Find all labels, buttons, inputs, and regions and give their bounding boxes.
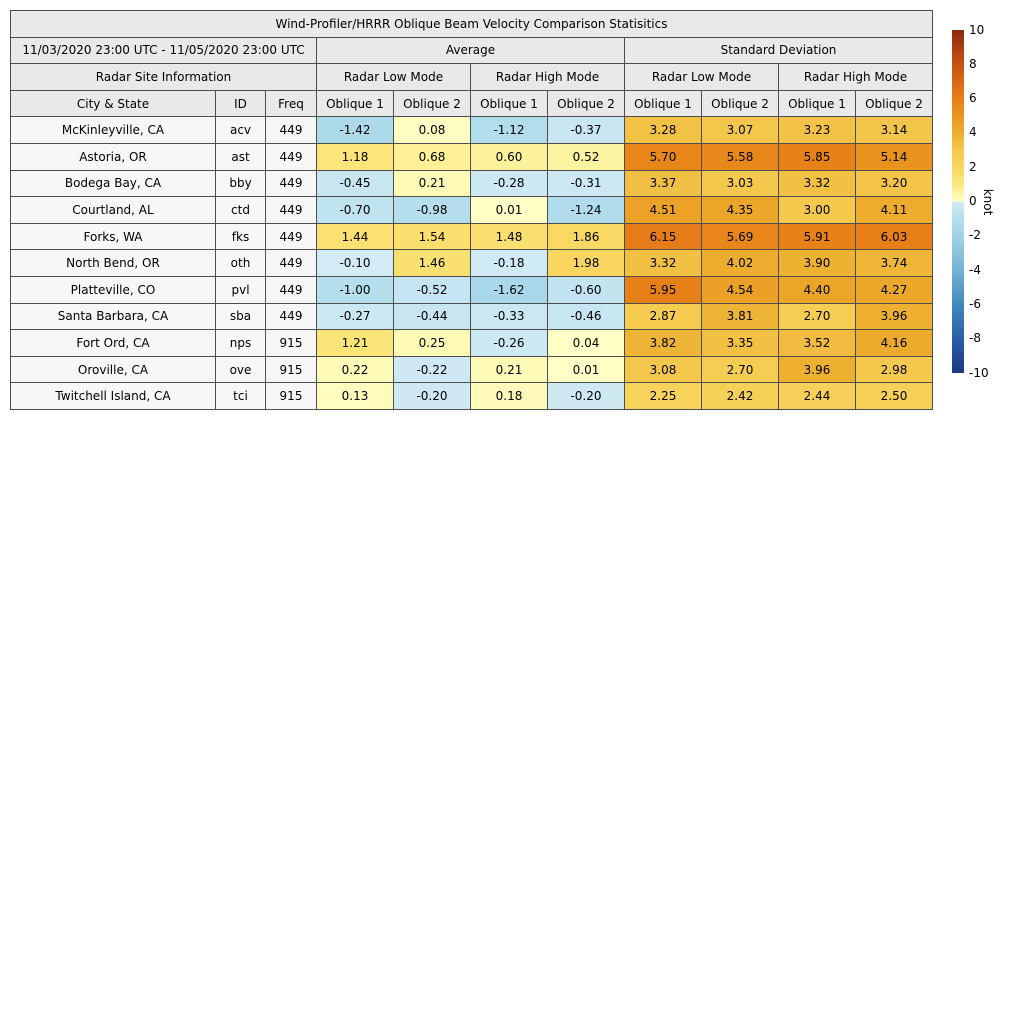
freq-cell: 449 <box>266 223 317 250</box>
value-cell: 0.60 <box>471 143 548 170</box>
city-cell: Forks, WA <box>11 223 216 250</box>
mode-header-avg-low: Radar Low Mode <box>317 64 471 91</box>
value-cell: 0.68 <box>394 143 471 170</box>
colorbar-tick-label: -8 <box>969 331 981 346</box>
id-cell: pvl <box>216 276 266 303</box>
value-cell: 5.95 <box>625 276 702 303</box>
value-cell: 3.00 <box>779 197 856 224</box>
value-cell: -0.33 <box>471 303 548 330</box>
id-cell: ast <box>216 143 266 170</box>
colorbar <box>952 30 964 373</box>
value-cell: 3.82 <box>625 330 702 357</box>
id-cell: tci <box>216 383 266 410</box>
colorbar-tick-label: 4 <box>969 125 977 140</box>
col-header-oblique: Oblique 1 <box>317 90 394 117</box>
value-cell: -0.22 <box>394 356 471 383</box>
value-cell: 0.18 <box>471 383 548 410</box>
value-cell: -0.45 <box>317 170 394 197</box>
freq-cell: 915 <box>266 330 317 357</box>
value-cell: -0.60 <box>548 276 625 303</box>
table-row <box>11 330 933 357</box>
value-cell: 2.70 <box>779 303 856 330</box>
value-cell: -0.44 <box>394 303 471 330</box>
value-cell: 1.48 <box>471 223 548 250</box>
colorbar-tick-label: 0 <box>969 194 977 208</box>
value-cell: 2.87 <box>625 303 702 330</box>
value-cell: 2.98 <box>856 356 933 383</box>
value-cell: -0.31 <box>548 170 625 197</box>
id-cell: nps <box>216 330 266 357</box>
freq-cell: 915 <box>266 356 317 383</box>
city-cell: Oroville, CA <box>11 356 216 383</box>
value-cell: 4.02 <box>702 250 779 277</box>
freq-cell: 449 <box>266 276 317 303</box>
value-cell: 3.81 <box>702 303 779 330</box>
value-cell: 3.23 <box>779 117 856 144</box>
table-row <box>11 170 933 197</box>
mode-header-std-low: Radar Low Mode <box>625 64 779 91</box>
value-cell: 3.74 <box>856 250 933 277</box>
value-cell: 3.32 <box>779 170 856 197</box>
col-header-oblique: Oblique 2 <box>856 90 933 117</box>
value-cell: 1.54 <box>394 223 471 250</box>
value-cell: 1.46 <box>394 250 471 277</box>
value-cell: 3.14 <box>856 117 933 144</box>
value-cell: 4.27 <box>856 276 933 303</box>
value-cell: 2.50 <box>856 383 933 410</box>
group-header-average: Average <box>317 37 625 64</box>
value-cell: 4.11 <box>856 197 933 224</box>
col-header-oblique: Oblique 1 <box>779 90 856 117</box>
colorbar-tick-label: 10 <box>969 22 985 37</box>
chart-title: Wind-Profiler/HRRR Oblique Beam Velocity Comparison Statisitics <box>11 11 933 38</box>
city-cell: North Bend, OR <box>11 250 216 277</box>
value-cell: 3.90 <box>779 250 856 277</box>
value-cell: 0.08 <box>394 117 471 144</box>
col-header-oblique: Oblique 1 <box>471 90 548 117</box>
freq-cell: 449 <box>266 197 317 224</box>
table-row <box>11 303 933 330</box>
value-cell: 0.01 <box>471 197 548 224</box>
value-cell: -0.28 <box>471 170 548 197</box>
value-cell: 0.13 <box>317 383 394 410</box>
colorbar-tick-label: -10 <box>969 365 989 380</box>
id-cell: sba <box>216 303 266 330</box>
freq-cell: 449 <box>266 143 317 170</box>
col-header-oblique: Oblique 2 <box>394 90 471 117</box>
value-cell: 0.21 <box>471 356 548 383</box>
group-header-std: Standard Deviation <box>625 37 933 64</box>
value-cell: -0.18 <box>471 250 548 277</box>
value-cell: -1.42 <box>317 117 394 144</box>
value-cell: 5.69 <box>702 223 779 250</box>
freq-cell: 449 <box>266 117 317 144</box>
colorbar-tick-label: 2 <box>969 159 977 174</box>
id-cell: fks <box>216 223 266 250</box>
colorbar-tick-label: -6 <box>969 296 981 311</box>
value-cell: 1.21 <box>317 330 394 357</box>
value-cell: 3.08 <box>625 356 702 383</box>
city-cell: Santa Barbara, CA <box>11 303 216 330</box>
value-cell: -0.20 <box>548 383 625 410</box>
freq-cell: 449 <box>266 250 317 277</box>
city-cell: Platteville, CO <box>11 276 216 303</box>
table-row <box>11 383 933 410</box>
value-cell: 5.85 <box>779 143 856 170</box>
value-cell: 1.44 <box>317 223 394 250</box>
value-cell: -0.26 <box>471 330 548 357</box>
value-cell: 4.54 <box>702 276 779 303</box>
value-cell: 3.52 <box>779 330 856 357</box>
value-cell: 3.96 <box>856 303 933 330</box>
value-cell: 6.15 <box>625 223 702 250</box>
col-header-oblique: Oblique 2 <box>702 90 779 117</box>
value-cell: -0.10 <box>317 250 394 277</box>
value-cell: 1.98 <box>548 250 625 277</box>
id-cell: ctd <box>216 197 266 224</box>
freq-cell: 449 <box>266 170 317 197</box>
colorbar-axis-label: knot <box>981 188 995 216</box>
value-cell: 0.01 <box>548 356 625 383</box>
mode-header-std-high: Radar High Mode <box>779 64 933 91</box>
value-cell: 5.70 <box>625 143 702 170</box>
city-cell: Fort Ord, CA <box>11 330 216 357</box>
colorbar-tick-label: 8 <box>969 56 977 71</box>
id-cell: bby <box>216 170 266 197</box>
value-cell: 3.07 <box>702 117 779 144</box>
id-cell: ove <box>216 356 266 383</box>
col-header-id: ID <box>216 90 266 117</box>
value-cell: 0.21 <box>394 170 471 197</box>
value-cell: -1.00 <box>317 276 394 303</box>
col-header-city: City & State <box>11 90 216 117</box>
table-row <box>11 250 933 277</box>
col-header-oblique: Oblique 1 <box>625 90 702 117</box>
colorbar-tick-label: 6 <box>969 91 977 106</box>
value-cell: -0.46 <box>548 303 625 330</box>
value-cell: 2.42 <box>702 383 779 410</box>
date-range: 11/03/2020 23:00 UTC - 11/05/2020 23:00 UTC <box>11 37 317 64</box>
value-cell: 5.14 <box>856 143 933 170</box>
value-cell: -0.70 <box>317 197 394 224</box>
group-header-row <box>11 37 933 64</box>
freq-cell: 915 <box>266 383 317 410</box>
value-cell: 6.03 <box>856 223 933 250</box>
table-row <box>11 197 933 224</box>
mode-header-row <box>11 64 933 91</box>
table-row <box>11 143 933 170</box>
table-row <box>11 223 933 250</box>
colorbar-tick-label: -2 <box>969 228 981 243</box>
value-cell: 4.16 <box>856 330 933 357</box>
city-cell: Twitchell Island, CA <box>11 383 216 410</box>
column-header-row <box>11 90 933 117</box>
value-cell: -0.98 <box>394 197 471 224</box>
value-cell: 4.51 <box>625 197 702 224</box>
value-cell: 4.40 <box>779 276 856 303</box>
value-cell: 2.25 <box>625 383 702 410</box>
city-cell: McKinleyville, CA <box>11 117 216 144</box>
value-cell: 3.20 <box>856 170 933 197</box>
value-cell: 3.35 <box>702 330 779 357</box>
mode-header-avg-high: Radar High Mode <box>471 64 625 91</box>
value-cell: 5.58 <box>702 143 779 170</box>
value-cell: 2.70 <box>702 356 779 383</box>
mode-header-site-info: Radar Site Information <box>11 64 317 91</box>
value-cell: 0.25 <box>394 330 471 357</box>
value-cell: -1.24 <box>548 197 625 224</box>
freq-cell: 449 <box>266 303 317 330</box>
id-cell: acv <box>216 117 266 144</box>
value-cell: 3.03 <box>702 170 779 197</box>
value-cell: 0.04 <box>548 330 625 357</box>
value-cell: 2.44 <box>779 383 856 410</box>
value-cell: 3.28 <box>625 117 702 144</box>
value-cell: 3.37 <box>625 170 702 197</box>
value-cell: -0.27 <box>317 303 394 330</box>
title-row <box>11 11 933 38</box>
value-cell: 4.35 <box>702 197 779 224</box>
value-cell: 1.18 <box>317 143 394 170</box>
city-cell: Astoria, OR <box>11 143 216 170</box>
value-cell: 0.22 <box>317 356 394 383</box>
col-header-freq: Freq <box>266 90 317 117</box>
value-cell: -1.12 <box>471 117 548 144</box>
value-cell: 3.96 <box>779 356 856 383</box>
table-row <box>11 356 933 383</box>
value-cell: 0.52 <box>548 143 625 170</box>
value-cell: -0.52 <box>394 276 471 303</box>
value-cell: 3.32 <box>625 250 702 277</box>
stats-table <box>10 10 933 410</box>
city-cell: Courtland, AL <box>11 197 216 224</box>
city-cell: Bodega Bay, CA <box>11 170 216 197</box>
id-cell: oth <box>216 250 266 277</box>
table-row <box>11 276 933 303</box>
value-cell: -0.20 <box>394 383 471 410</box>
value-cell: -0.37 <box>548 117 625 144</box>
table-row <box>11 117 933 144</box>
colorbar-tick-label: -4 <box>969 262 981 277</box>
value-cell: 1.86 <box>548 223 625 250</box>
value-cell: -1.62 <box>471 276 548 303</box>
col-header-oblique: Oblique 2 <box>548 90 625 117</box>
value-cell: 5.91 <box>779 223 856 250</box>
